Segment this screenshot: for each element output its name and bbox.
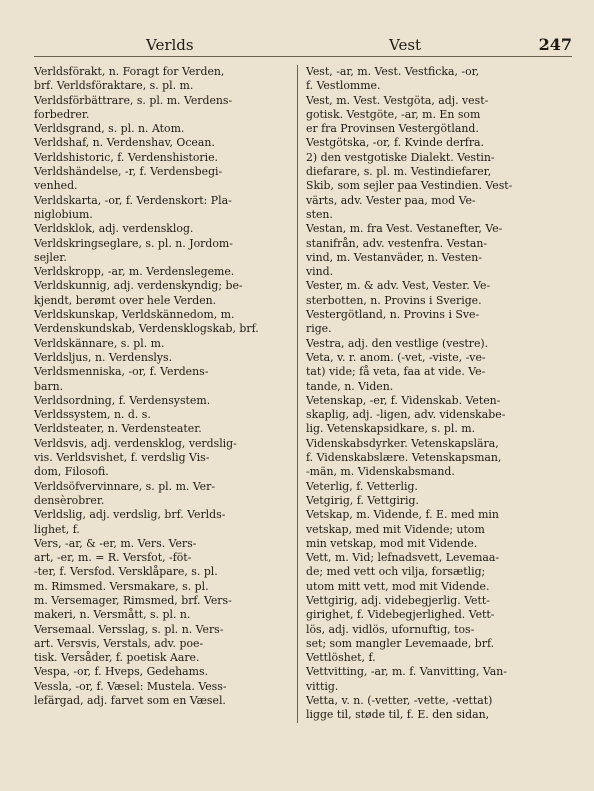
entry-line: lefärgad, adj. farvet som en Væsel. (34, 694, 226, 708)
entry-line: Vetskap, m. Vidende, f. E. med min (306, 508, 499, 522)
entry-line: Vett, m. Vid; lefnadsvett, Levemaa- (306, 551, 500, 565)
dictionary-entry (34, 308, 293, 351)
header-right-keyword: Vest (389, 36, 422, 54)
entry-line: Verldshaf, n. Verdenshav, Ocean. (34, 136, 215, 150)
dictionary-entry (34, 94, 293, 123)
entry-line: Verldshändelse, -r, f. Verdensbegi- (34, 165, 223, 179)
entry-line: Verldsvis, adj. verdensklog, verdslig- (34, 436, 237, 450)
entry-line: forbedrer. (34, 107, 90, 121)
dictionary-entry (34, 122, 293, 136)
dictionary-entry (306, 222, 560, 279)
dictionary-entry (34, 222, 293, 236)
entry-line: 2) den vestgotiske Dialekt. Vestin- (306, 150, 495, 164)
dictionary-entry (34, 65, 293, 94)
entry-line: f. Vestlomme. (306, 79, 381, 93)
dictionary-entry (306, 94, 560, 223)
entry-line: Verldshistoric, f. Verdenshistorie. (34, 150, 219, 164)
entry-line: värts, adv. Vester paa, mod Ve- (306, 193, 476, 207)
entry-line: Skib, som sejler paa Vestindien. Vest- (306, 179, 513, 193)
dictionary-entry (34, 151, 293, 165)
dictionary-entry (34, 422, 293, 436)
dictionary-entry (34, 665, 293, 679)
entry-line: tande, n. Viden. (306, 379, 394, 393)
entry-line: Versemaal. Versslag, s. pl. n. Vers- (34, 622, 224, 636)
entry-line: girighet, f. Videbegjerlighed. Vett- (306, 608, 495, 622)
entry-line: Veterlig, f. Vetterlig. (306, 479, 418, 493)
dictionary-entry (306, 665, 560, 694)
running-header (34, 26, 572, 57)
entry-line: Verldsmenniska, -or, f. Verdens- (34, 365, 209, 379)
dictionary-entry (34, 351, 293, 365)
entry-line: sejler. (34, 250, 67, 264)
entry-line: sten. (306, 207, 333, 221)
entry-line: Videnskabsdyrker. Vetenskapslära, (306, 436, 499, 450)
entry-line: Verldsförbättrare, s. pl. m. Verdens- (34, 93, 233, 107)
entry-line: densèrobrer. (34, 493, 105, 507)
header-left-keyword: Verlds (146, 36, 194, 54)
right-column (297, 65, 560, 723)
entry-line: tat) vide; få veta, faa at vide. Ve- (306, 365, 486, 379)
entry-line: Vers, -ar, & -er, m. Vers. Vers- (34, 536, 197, 550)
entry-line: Verldskännare, s. pl. m. (34, 336, 165, 350)
dictionary-entry (306, 480, 560, 494)
entry-line: Vest, m. Vest. Vestgöta, adj. vest- (306, 93, 489, 107)
entry-line: Verldsöfvervinnare, s. pl. m. Ver- (34, 479, 216, 493)
entry-line: vittig. (306, 679, 339, 693)
entry-line: Verldsljus, n. Verdenslys. (34, 350, 173, 364)
entry-line: Verldskringseglare, s. pl. n. Jordom- (34, 236, 233, 250)
entry-line: Vettgirig, adj. videbegjerlig. Vett- (306, 593, 490, 607)
dictionary-entry (34, 680, 293, 709)
entry-line: gotisk. Vestgöte, -ar, m. En som (306, 107, 481, 121)
entry-line: niglobium. (34, 207, 93, 221)
entry-line: Vestra, adj. den vestlige (vestre). (306, 336, 489, 350)
entry-line: Vetta, v. n. (-vetter, -vette, -vettat) (306, 694, 493, 708)
dictionary-entry (34, 265, 293, 279)
entry-line: Vestan, m. fra Vest. Vestanefter, Ve- (306, 222, 503, 236)
dictionary-entry (34, 537, 293, 666)
entry-line: stanifrån, adv. vestenfra. Vestan- (306, 236, 488, 250)
entry-line: set; som mangler Levemaade, brf. (306, 636, 495, 650)
entry-line: Veta, v. r. anom. (-vet, -viste, -ve- (306, 350, 486, 364)
dictionary-entry (306, 351, 560, 394)
dictionary-entry (34, 165, 293, 194)
entry-line: Vettvitting, -ar, m. f. Vanvitting, Van- (306, 665, 507, 679)
entry-line: Verldssystem, n. d. s. (34, 408, 151, 422)
dictionary-entry (34, 508, 293, 537)
dictionary-entry (34, 136, 293, 150)
entry-line: er fra Provinsen Vestergötland. (306, 122, 479, 136)
entry-line: Vestergötland, n. Provins i Sve- (306, 308, 480, 322)
dictionary-entry (34, 394, 293, 408)
entry-line: Vest, -ar, m. Vest. Vestficka, -or, (306, 65, 480, 78)
entry-line: makeri, n. Versmått, s. pl. n. (34, 608, 191, 622)
left-column (34, 65, 297, 723)
entry-line: Vessla, -or, f. Væsel: Mustela. Vess- (34, 679, 227, 693)
entry-line: Verldsteater, n. Verdensteater. (34, 422, 202, 436)
entry-line: venhed. (34, 179, 78, 193)
two-column-body (34, 65, 572, 723)
entry-line: Vetgirig, f. Vettgirig. (306, 493, 419, 507)
entry-line: Vespa, -or, f. Hveps, Gedehams. (34, 665, 209, 679)
entry-line: rige. (306, 322, 332, 336)
entry-line: Verldsordning, f. Verdensystem. (34, 393, 211, 407)
entry-line: art, -er, m. = R. Versfot, -föt- (34, 551, 192, 565)
entry-line: Verldslig, adj. verdslig, brf. Verlds- (34, 508, 226, 522)
dictionary-entry (306, 65, 560, 94)
entry-line: lig. Vetenskapsidkare, s. pl. m. (306, 422, 476, 436)
dictionary-entry (306, 279, 560, 336)
dictionary-entry (34, 480, 293, 509)
dictionary-entry (306, 394, 560, 480)
entry-line: barn. (34, 379, 64, 393)
dictionary-entry (34, 194, 293, 223)
entry-line: utom mitt vett, mod mit Vidende. (306, 579, 490, 593)
entry-line: -män, m. Videnskabsmand. (306, 465, 455, 479)
dictionary-entry (34, 365, 293, 394)
entry-line: tisk. Versåder, f. poetisk Aare. (34, 651, 200, 665)
entry-line: vind, m. Vestanväder, n. Vesten- (306, 250, 482, 264)
entry-line: lös, adj. vidlös, ufornuftig, tos- (306, 622, 475, 636)
dictionary-entry (34, 408, 293, 422)
dictionary-entry (34, 279, 293, 308)
entry-line: -ter, f. Versfod. Versklåpare, s. pl. (34, 565, 218, 579)
dictionary-entry (34, 437, 293, 480)
dictionary-entry (34, 237, 293, 266)
entry-line: Vestgötska, -or, f. Kvinde derfra. (306, 136, 484, 150)
entry-line: Verldskarta, -or, f. Verdenskort: Pla- (34, 193, 232, 207)
entry-line: Verldsklok, adj. verdensklog. (34, 222, 194, 236)
entry-line: Verldskunnig, adj. verdenskyndig; be- (34, 279, 243, 293)
entry-line: m. Rimsmed. Versmakare, s. pl. (34, 579, 209, 593)
entry-line: dom, Filosofi. (34, 465, 109, 479)
entry-line: kjendt, berømt over hele Verden. (34, 293, 217, 307)
dictionary-entry (306, 494, 560, 508)
entry-line: Verdenskundskab, Verdensklogskab, brf. (34, 322, 259, 336)
entry-line: Verldskropp, -ar, m. Verdenslegeme. (34, 265, 235, 279)
entry-line: vis. Verldsvishet, f. verdslig Vis- (34, 451, 210, 465)
entry-line: de; med vett och vilja, forsætlig; (306, 565, 486, 579)
entry-line: Verldsförakt, n. Foragt for Verden, (34, 65, 225, 78)
entry-line: lighet, f. (34, 522, 80, 536)
entry-line: m. Versemager, Rimsmed, brf. Vers- (34, 593, 232, 607)
page-number: 247 (538, 35, 572, 54)
entry-line: Verldsgrand, s. pl. n. Atom. (34, 122, 185, 136)
entry-line: f. Videnskabslære. Vetenskapsman, (306, 451, 502, 465)
dictionary-entry (306, 551, 560, 665)
entry-line: Vettlöshet, f. (306, 651, 376, 665)
entry-line: ligge til, støde til, f. E. den sidan, (306, 708, 490, 722)
entry-line: Vester, m. & adv. Vest, Vester. Ve- (306, 279, 491, 293)
dictionary-entry (306, 694, 560, 723)
entry-line: skaplig, adj. -ligen, adv. videnskabe- (306, 408, 506, 422)
entry-line: Vetenskap, -er, f. Videnskab. Veten- (306, 393, 501, 407)
dictionary-entry (306, 508, 560, 551)
entry-line: brf. Verldsföraktare, s. pl. m. (34, 79, 194, 93)
entry-line: sterbotten, n. Provins i Sverige. (306, 293, 482, 307)
entry-line: Verldskunskap, Verldskännedom, m. (34, 308, 235, 322)
entry-line: vetskap, med mit Vidende; utom (306, 522, 485, 536)
entry-line: min vetskap, mod mit Vidende. (306, 536, 478, 550)
entry-line: diefarare, s. pl. m. Vestindiefarer, (306, 165, 492, 179)
entry-line: art. Versvis, Verstals, adv. poe- (34, 636, 204, 650)
dictionary-entry (306, 337, 560, 351)
entry-line: vind. (306, 265, 334, 279)
